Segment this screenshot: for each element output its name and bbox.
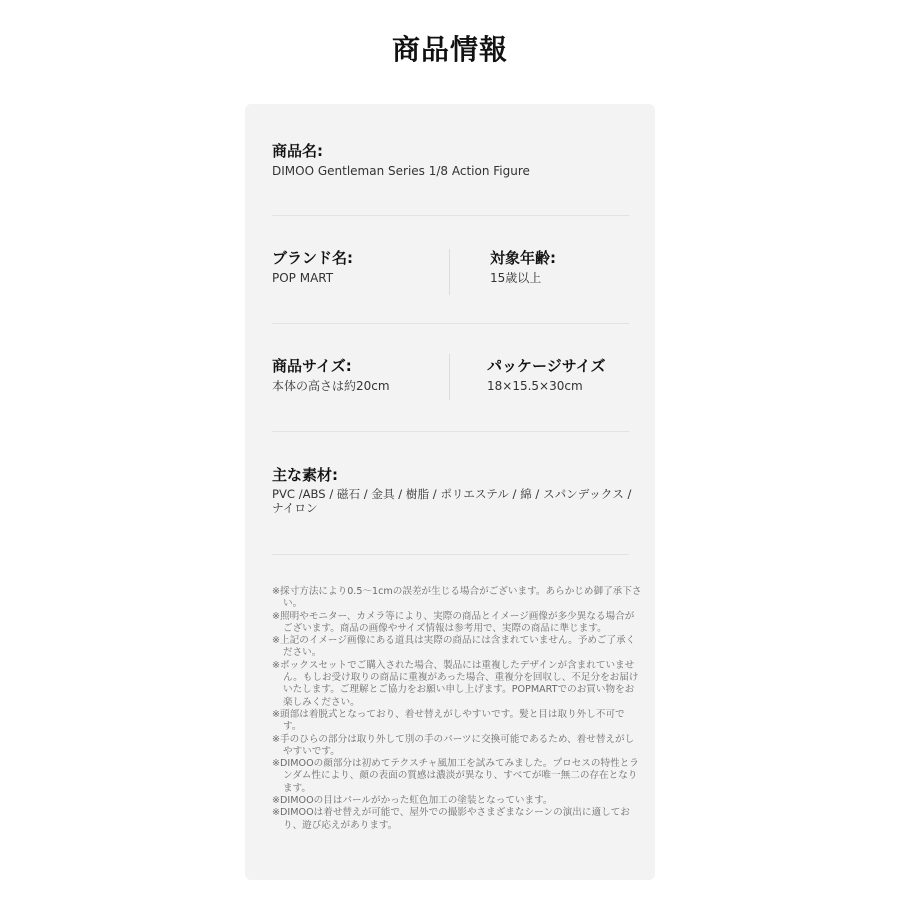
note-item: ※上記のイメージ画像にある道具は実際の商品には含まれていません。予めご了承ください。	[272, 635, 636, 659]
materials-section	[272, 466, 632, 515]
note-item: ※採寸方法により0.5〜1cmの誤差が生じる場合がございます。あらかじめ御了承下さい。	[272, 586, 642, 610]
note-item: ※手のひらの部分は取り外して別の手のパーツに交換可能であるため、着せ替えがしやすいです。	[272, 733, 635, 757]
note-item: ※照明やモニター、カメラ等により、実際の商品とイメージ画像が多少異なる場合がございます。商品の画像やサイズ情報は参考用で、実際の商品に準じます。	[272, 610, 635, 634]
package-value: 18×15.5×30cm	[487, 379, 583, 393]
brand-label: ブランド名:	[272, 249, 353, 267]
product-name-label: 商品名:	[272, 142, 323, 160]
divider	[272, 554, 629, 555]
brand-age-section	[272, 249, 629, 299]
note-item: ※DIMOOの顔部分は初めてテクスチャ風加工を試みてみました。プロセスの特性とランダム性により、顔の表面の質感は濃淡が異なり、すべてが唯一無二の存在となります。	[272, 758, 639, 794]
note-item: ※ボックスセットでご購入された場合、製品には重複したデザインが含まれていません。もしお受け取りの商品に重複があった場合、重複分を回収し、不足分をお届けいたします。ご理解とご協力をお願い申し上げます。POPMARTでのお買い物をお楽しみください。	[272, 659, 639, 708]
notes-list	[272, 586, 642, 832]
size-package-section	[272, 357, 629, 407]
product-name-section	[272, 142, 629, 179]
age-label: 対象年齢:	[490, 249, 556, 267]
page-title: 商品情報	[391, 33, 508, 66]
note-item: ※DIMOOの目はパールがかった虹色加工の塗装となっています。	[272, 795, 553, 807]
divider	[272, 431, 629, 432]
size-value: 本体の高さは約20cm	[272, 379, 390, 393]
materials-label: 主な素材:	[272, 466, 338, 484]
product-info-card	[245, 104, 655, 880]
divider	[272, 323, 629, 324]
package-label: パッケージサイズ	[487, 357, 606, 375]
product-name-value: DIMOO Gentleman Series 1/8 Action Figure	[272, 164, 530, 178]
note-item: ※頭部は着脱式となっており、着せ替えがしやすいです。髪と目は取り外し不可です。	[272, 708, 625, 733]
divider	[272, 215, 629, 216]
note-item: ※DIMOOは着せ替えが可能で、屋外での撮影やさまざまなシーンの演出に適しており、遊び応えがあります。	[272, 807, 630, 831]
materials-value: PVC /ABS / 磁石 / 金具 / 樹脂 / ポリエステル / 綿 / スパンデックス / ナイロン	[272, 487, 632, 515]
size-label: 商品サイズ:	[272, 357, 352, 375]
age-value: 15歳以上	[490, 271, 542, 285]
column-separator	[449, 354, 450, 400]
column-separator	[449, 249, 450, 295]
brand-value: POP MART	[272, 271, 334, 285]
